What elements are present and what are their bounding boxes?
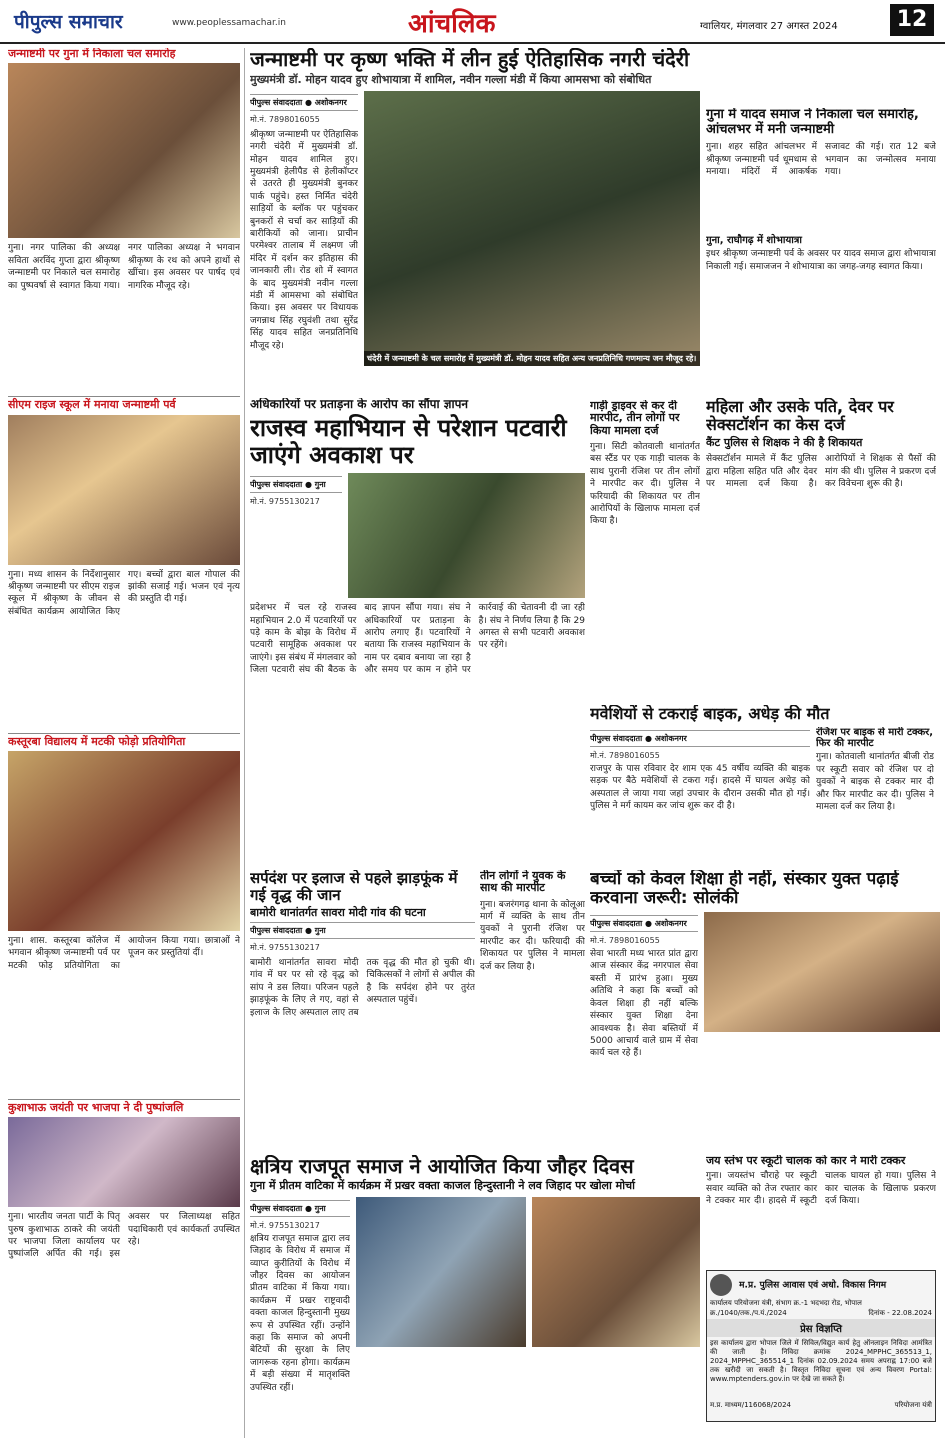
case-body: सेक्सटॉर्शन मामले में कैंट पुलिस द्वारा महिला सहित पति और देवर पर मामला दर्ज किया है। आरोपियों ने शिक्षक से पैसों की मांग की थी। पुलिस ने प्रकरण दर्ज कर विवेचना शुरू की है। [706,454,936,489]
cm-rise-photo [8,415,240,565]
left-column [8,48,240,1438]
yadav-body: गुना। शहर सहित आंचलभर में श्रीकृष्ण जन्माष्टमी पर्व धूमधाम से मनाया। मंदिरों में आकर्षक सजावट की गई। रात 12 बजे भगवान का जन्मोत्सव मनाया गया। [706,142,936,177]
driver-body: गुना। सिटी कोतवाली थानांतर्गत बस स्टैंड पर एक गाड़ी चालक के साथ पुरानी रंजिश पर तीन लोगों ने मारपीट कर दी। पुलिस ने फरियादी की शिकायत पर तीन आरोपियों के खिलाफ मामला दर्ज किया है। [590,441,700,527]
rajput-headline[interactable]: क्षत्रिय राजपूत समाज ने आयोजित किया जौहर दिवस [250,1155,634,1178]
driver-story [590,400,700,700]
cattle-byline: पीपुल्स संवाददाता ● अशोकनगर [590,730,810,747]
yadav-story [706,108,936,393]
youth-title[interactable]: तीन लोगों ने युवक के साथ की मारपीट [480,870,566,895]
notice-org: म.प्र. पुलिस आवास एवं अधो. विकास निगम [739,1280,887,1291]
lead-story [250,48,700,393]
patwari-story [250,398,585,858]
case-story [706,398,936,698]
notice-office: कार्यालय परियोजना यंत्री, संभाग क्र.-1 भदभदा रोड, भोपाल [710,1299,862,1307]
kasturba-photo [8,751,240,931]
guna-procession-title[interactable]: जन्माष्टमी पर गुना में निकाला चल समारोह [8,48,176,60]
guna-procession-body: गुना। नगर पालिका की अध्यक्ष सविता अरविंद गुप्ता द्वारा श्रीकृष्ण जन्माष्टमी पर निकाले चल समारोह का पुष्पवर्षा से स्वागत किया गया। नगर पालिका अध्यक्ष ने भगवान श्रीकृष्ण के रथ को अपने हाथों से खींचा। इस अवसर पर पार्षद एवं नागरिक मौजूद रहे। [8,243,240,291]
kushabhau-photo [8,1117,240,1207]
patwari-kicker: अधिकारियों पर प्रताड़ना के आरोप का सौंपा ज्ञापन [250,398,469,411]
youth-body: गुना। बजरंगगढ़ थाना के कोलूआ मार्ग में व्यक्ति के साथ तीन युवकों ने पुरानी रंजिश पर मारपीट कर दी। फरियादी की शिकायत पर पुलिस ने मामला दर्ज कर लिया है। [480,899,585,972]
lead-byline: पीपुल्स संवाददाता ● अशोकनगर [250,94,358,111]
cm-rise-title[interactable]: सीएम राइज स्कूल में मनाया जन्माष्टमी पर्व [8,398,176,412]
accident-title[interactable]: जय स्तंभ पर स्कूटी चालक को कार ने मारी टक्कर [706,1155,906,1167]
lead-photo-caption: चंदेरी में जन्माष्टमी के चल समारोह में मुख्यमंत्री डॉ. मोहन यादव सहित अन्य जनप्रतिनिधि गणमान्य जन मौजूद रहे। [364,351,700,366]
site-url[interactable]: www.peoplessamachar.in [172,18,286,28]
snakebite-headline[interactable]: सर्पदंश पर इलाज से पहले झाड़फूंक में गई वृद्ध की जान [250,870,458,904]
govt-emblem-icon [710,1274,732,1296]
notice-heading: प्रेस विज्ञप्ति [707,1319,935,1337]
rajput-story [250,1155,700,1440]
rivalry-story [816,727,934,852]
rajput-photo-speaker [532,1197,700,1347]
dateline: ग्वालियर, मंगलवार 27 अगस्त 2024 [700,21,838,32]
notice-sign: परियोजना यंत्री [894,1401,932,1409]
accident-story [706,1155,936,1265]
lead-mobile: मो.नं. 7898016055 [250,114,320,124]
notice-date: दिनांक - 22.08.2024 [868,1309,932,1317]
masthead [0,0,945,44]
case-sub: कैंट पुलिस से शिक्षक ने की है शिकायत [706,435,863,449]
solanki-mobile: मो.नं. 7898016055 [590,936,660,946]
patwari-photo [348,473,585,598]
rajput-byline: पीपुल्स संवाददाता ● गुना [250,1200,350,1217]
solanki-photo [704,912,940,1032]
rajput-sub: गुना में प्रीतम वाटिका में कार्यक्रम में प्रखर वक्ता काजल हिन्दुस्तानी ने लव जिहाद पर खोला मोर्चा [250,1179,635,1193]
raghogarh-body: इधर श्रीकृष्ण जन्माष्टमी पर्व के अवसर पर यादव समाज द्वारा शोभायात्रा निकाली गई। समाजजन ने शोभायात्रा का जगह-जगह स्वागत किया। [706,249,936,272]
youth-story [480,870,585,1150]
rivalry-body: गुना। कोतवाली थानांतर्गत बीजी रोड पर स्कूटी सवार को रंजिश पर दो युवकों ने बाइक से टक्कर मार दी और फिर मारपीट कर दी। पुलिस ने मामला दर्ज कर लिया है। [816,752,934,812]
snakebite-sub: बामोरी थानांतर्गत सावरा मोदी गांव की घटना [250,905,426,919]
guna-procession-photo [8,63,240,238]
rajput-body: क्षत्रिय राजपूत समाज द्वारा लव जिहाद के विरोध में समाज में व्याप्त कुरीतियों के विरोध में जौहर दिवस का आयोजन प्रीतम वाटिका में किया गया। कार्यक्रम में प्रखर राष्ट्रवादी वक्ता काजल हिन्दुस्तानी मुख्य रूप से उपस्थित रहीं। उन्होंने कहा कि समाज को अपनी बेटियों की सुरक्षा के लिए जागरूक रहना होगा। कार्यक्रम में बड़ी संख्या में मातृशक्ति उपस्थित रहीं। [250,1233,350,1393]
case-title[interactable]: महिला और उसके पति, देवर पर सेक्सटॉर्शन का केस दर्ज [706,398,894,434]
raghogarh-title[interactable]: गुना, राघौगढ़ में शोभायात्रा [706,235,802,247]
notice-footer: म.प्र. माध्यम/116068/2024 [710,1401,791,1409]
page-number: 12 [890,4,934,36]
kasturba-title[interactable]: कस्तूरबा विद्यालय में मटकी फोड़ो प्रतियोगिता [8,734,186,748]
accident-body: गुना। जयस्तंभ चौराहे पर स्कूटी सवार व्यक्ति को तेज रफ्तार कार ने टक्कर मार दी। हादसे में स्कूटी चालक घायल हो गया। पुलिस ने कार चालक के खिलाफ प्रकरण दर्ज किया। [706,1171,936,1207]
kushabhau-body: गुना। भारतीय जनता पार्टी के पितृ पुरुष कुशाभाऊ ठाकरे की जयंती पर भाजपा जिला कार्यालय पर पुष्पांजलि अर्पित की गई। इस अवसर पर जिलाध्यक्ष सहित पदाधिकारी एवं कार्यकर्ता उपस्थित रहे। [8,1212,240,1260]
driver-title[interactable]: गाड़ी ड्राइवर से कर दी मारपीट, तीन लोगों पर किया मामला दर्ज [590,400,680,437]
cattle-story [590,705,940,865]
brand-logo[interactable]: पीपुल्स समाचार [14,11,123,33]
cattle-headline[interactable]: मवेशियों से टकराई बाइक, अधेड़ की मौत [590,705,830,723]
lead-body: श्रीकृष्ण जन्माष्टमी पर ऐतिहासिक नगरी चंदेरी में मुख्यमंत्री डॉ. मोहन यादव शामिल हुए। मुख्यमंत्री हेलीपैड से हेलीकॉप्टर से उतरते ही मुख्यमंत्री बुनकर पार्क पहुंचे। हस्त निर्मित चंदेरी साड़ियों के ब्लॉक पर पहुंचकर बुनकरों से चर्चा कर साड़ियों की बारीकियों को जाना। प्राचीन परमेश्वर तालाब में लक्ष्मण जी मंदिर में दर्शन कर इतिहास की जानकारी ली। रोड शो में स्वागत के बाद मुख्यमंत्री नवीन गल्ला मंडी में आमसभा को संबोधित किया। इस अवसर पर विधायक जगन्नाथ सिंह रघुवंशी तथा सुरेंद्र सिंह यादव सहित जनप्रतिनिधि मौजूद रहे। [250,129,358,351]
patwari-headline[interactable]: राजस्व महाभियान से परेशान पटवारी जाएंगे अवकाश पर [250,414,567,470]
notice-text: इस कार्यालय द्वारा भोपाल जिले में सिविल/विद्युत कार्य हेतु ऑनलाइन निविदा आमंत्रित की जाती है। निविदा क्रमांक 2024_MPPHC_365513_1, 2024_MPPHC_365514_1 दिनांक 02.09.2024 समय अपराह्न 17:00 बजे तक खरीदी जा सकती है। विस्तृत निविदा सूचना एवं अन्य विवरण Portal: www.mptenders.gov.in पर देखे जा सकते हैं। [710,1339,932,1384]
kasturba-body: गुना। शास. कस्तूरबा कॉलेज में भगवान श्रीकृष्ण जन्माष्टमी पर्व पर मटकी फोड़ प्रतियोगिता का आयोजन किया गया। छात्राओं ने पूजन कर प्रस्तुतियां दीं। [8,935,240,971]
rajput-photo-audience [356,1197,526,1347]
lead-subhead: मुख्यमंत्री डॉ. मोहन यादव हुए शोभायात्रा में शामिल, नवीन गल्ला मंडी में किया आमसभा को संबोधित [250,73,652,87]
patwari-mobile: मो.नं. 9755130217 [250,497,320,507]
solanki-body: सेवा भारती मध्य भारत प्रांत द्वारा आज संस्कार केंद्र नगरपाल सेवा बस्ती में प्रारंभ हुआ। मुख्य अतिथि ने कहा कि बच्चों को केवल शिक्षा ही नहीं बल्कि संस्कार युक्त शिक्षा देना आवश्यक है। सेवा बस्तियों में 5000 आचार्य वाले ग्राम में सेवा कार्य चल रहे हैं। [590,949,698,1059]
press-notice [706,1270,936,1422]
section-title: आंचलिक [408,9,496,39]
yadav-title[interactable]: गुना में यादव समाज ने निकाला चल समारोह, आंचलभर में मनी जन्माष्टमी [706,108,919,137]
lead-headline[interactable]: जन्माष्टमी पर कृष्ण भक्ति में लीन हुई ऐतिहासिक नगरी चंदेरी [250,48,690,71]
cm-rise-body: गुना। मध्य शासन के निर्देशानुसार श्रीकृष्ण जन्माष्टमी पर सीएम राइज स्कूल में श्रीकृष्ण के जीवन से संबंधित कार्यक्रम आयोजित किए गए। बच्चों द्वारा बाल गोपाल की झांकी सजाई गई। भजन एवं नृत्य की प्रस्तुति दी गई। [8,569,240,617]
notice-ref: क्र./1040/तक./प.यं./2024 [710,1309,787,1317]
cattle-body: राजपुर के पास रविवार देर शाम एक 45 वर्षीय व्यक्ति की बाइक सड़क पर बैठे मवेशियों से टकरा गई। हादसे में घायल अधेड़ को अस्पताल ले जाया गया जहां उपचार के दौरान उसकी मौत हो गई। पुलिस ने मर्ग कायम कर जांच शुरू कर दी है। [590,763,810,812]
snakebite-byline: पीपुल्स संवाददाता ● गुना [250,922,475,939]
rajput-mobile: मो.नं. 9755130217 [250,1220,320,1230]
rivalry-title[interactable]: रंजिश पर बाइक से मारी टक्कर, फिर की मारपीट [816,726,934,750]
solanki-story [590,870,940,1150]
patwari-byline: पीपुल्स संवाददाता ● गुना [250,476,342,493]
cattle-mobile: मो.नं. 7898016055 [590,750,660,760]
snakebite-body: बामोरी थानांतर्गत सावरा मोदी गांव में घर पर सो रहे वृद्ध को सांप ने डस लिया। परिजन पहले झाड़फूंक के लिए ले गए, वहां से इलाज के लिए अस्पताल लाए तब तक वृद्ध की मौत हो चुकी थी। चिकित्सकों ने लोगों से अपील की है कि सर्पदंश होने पर तुरंत अस्पताल पहुंचें। [250,957,475,1018]
lead-photo [364,91,700,366]
snakebite-mobile: मो.नं. 9755130217 [250,942,320,952]
patwari-body: प्रदेशभर में चल रहे राजस्व महाभियान 2.0 में पटवारियों पर पड़े काम के बोझ के विरोध में पटवारी सामूहिक अवकाश पर जाएंगे। इस संबंध में मंगलवार को जिला पटवारी संघ की बैठक के बाद ज्ञापन सौंपा गया। संघ ने अधिकारियों पर प्रताड़ना के आरोप लगाए हैं। पटवारियों ने बताया कि राजस्व महाभियान के नाम पर दबाव बनाया जा रहा है और समय पर काम न होने पर कार्रवाई की चेतावनी दी जा रही है। संघ ने निर्णय लिया है कि 29 अगस्त से सभी पटवारी अवकाश पर रहेंगे। [250,603,585,676]
solanki-byline: पीपुल्स संवाददाता ● अशोकनगर [590,915,698,932]
column-rule [244,48,245,1438]
snakebite-story [250,870,475,1150]
solanki-headline[interactable]: बच्चों को केवल शिक्षा ही नहीं, संस्कार युक्त पढ़ाई करवाना जरूरी: सोलंकी [590,870,899,909]
kushabhau-title[interactable]: कुशाभाऊ जयंती पर भाजपा ने दी पुष्पांजलि [8,1100,184,1114]
